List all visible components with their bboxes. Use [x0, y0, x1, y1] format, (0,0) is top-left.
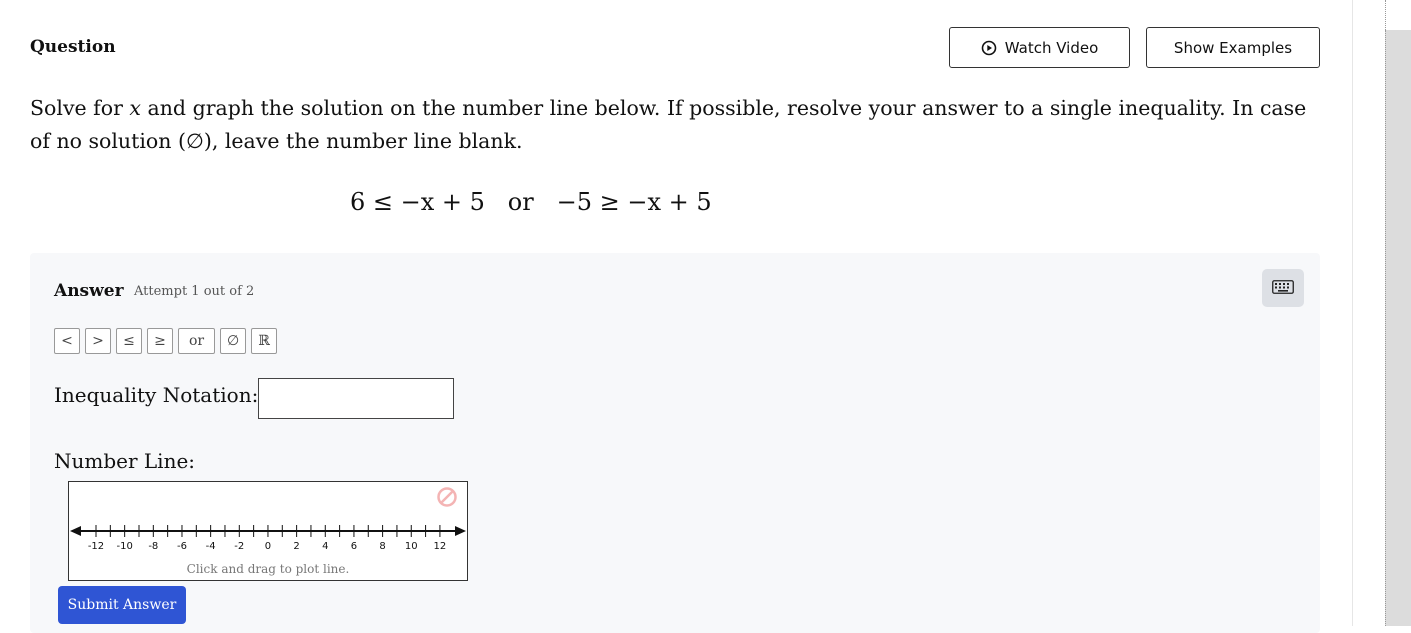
- equation: 6 ≤ −x + 5 or −5 ≥ −x + 5: [350, 188, 712, 216]
- show-examples-button[interactable]: Show Examples: [1146, 27, 1320, 68]
- watch-video-label: Watch Video: [1004, 38, 1099, 57]
- number-line-tick-label: -8: [148, 541, 159, 552]
- number-line-ticks: [88, 525, 446, 552]
- attempt-counter: Attempt 1 out of 2: [134, 284, 255, 299]
- number-line-tick-label: -4: [205, 541, 216, 552]
- submit-answer-button[interactable]: Submit Answer: [58, 586, 186, 624]
- empty-set-button[interactable]: ∅: [220, 328, 246, 354]
- less-equal-button[interactable]: ≤: [116, 328, 142, 354]
- number-line-label: Number Line:: [54, 449, 196, 473]
- scrollbar-thumb[interactable]: [1385, 30, 1411, 626]
- inequality-notation-label: Inequality Notation:: [54, 383, 259, 407]
- or-button[interactable]: or: [178, 328, 215, 354]
- keyboard-icon: [1272, 279, 1294, 298]
- number-line-tick-label: -10: [116, 541, 133, 552]
- answer-label: Answer: [54, 281, 124, 301]
- real-numbers-button[interactable]: ℝ: [251, 328, 277, 354]
- prompt-part2: and graph the solution on the number line below. If possible, resolve your answer to a single inequality. In case of no solution (∅), leave the number line blank.: [30, 96, 1307, 153]
- play-circle-icon: [981, 40, 997, 56]
- number-line-tick-label: 6: [350, 541, 358, 552]
- inequality-input[interactable]: [258, 378, 454, 419]
- prompt-part1: Solve for: [30, 96, 130, 120]
- number-line-tick-label: -6: [176, 541, 187, 552]
- number-line-tick-label: 0: [264, 541, 272, 552]
- greater-than-button[interactable]: >: [85, 328, 111, 354]
- number-line-tick-label: 10: [404, 541, 418, 552]
- keyboard-button[interactable]: [1262, 269, 1304, 307]
- watch-video-button[interactable]: [949, 27, 1130, 68]
- question-title: Question: [30, 37, 116, 57]
- scrollbar-track-top: [1385, 0, 1411, 30]
- left-arrow-icon: [70, 526, 81, 536]
- symbol-toolbar: [54, 328, 282, 354]
- answer-panel: [30, 253, 1320, 633]
- no-entry-icon[interactable]: [439, 489, 456, 506]
- number-line-tick-label: -12: [87, 541, 105, 552]
- less-than-button[interactable]: <: [54, 328, 80, 354]
- number-line-tick-label: -2: [234, 541, 245, 552]
- prompt-variable: x: [129, 96, 141, 120]
- question-prompt: [30, 92, 1320, 158]
- number-line-hint: Click and drag to plot line.: [186, 562, 350, 576]
- right-arrow-icon: [455, 526, 466, 536]
- number-line-tick-label: 12: [433, 541, 447, 552]
- scrollbar[interactable]: [1352, 0, 1411, 626]
- number-line-tick-label: 8: [379, 541, 386, 552]
- number-line-widget[interactable]: [68, 481, 468, 581]
- greater-equal-button[interactable]: ≥: [147, 328, 173, 354]
- number-line-tick-label: 2: [293, 541, 300, 552]
- number-line-tick-label: 4: [322, 541, 329, 552]
